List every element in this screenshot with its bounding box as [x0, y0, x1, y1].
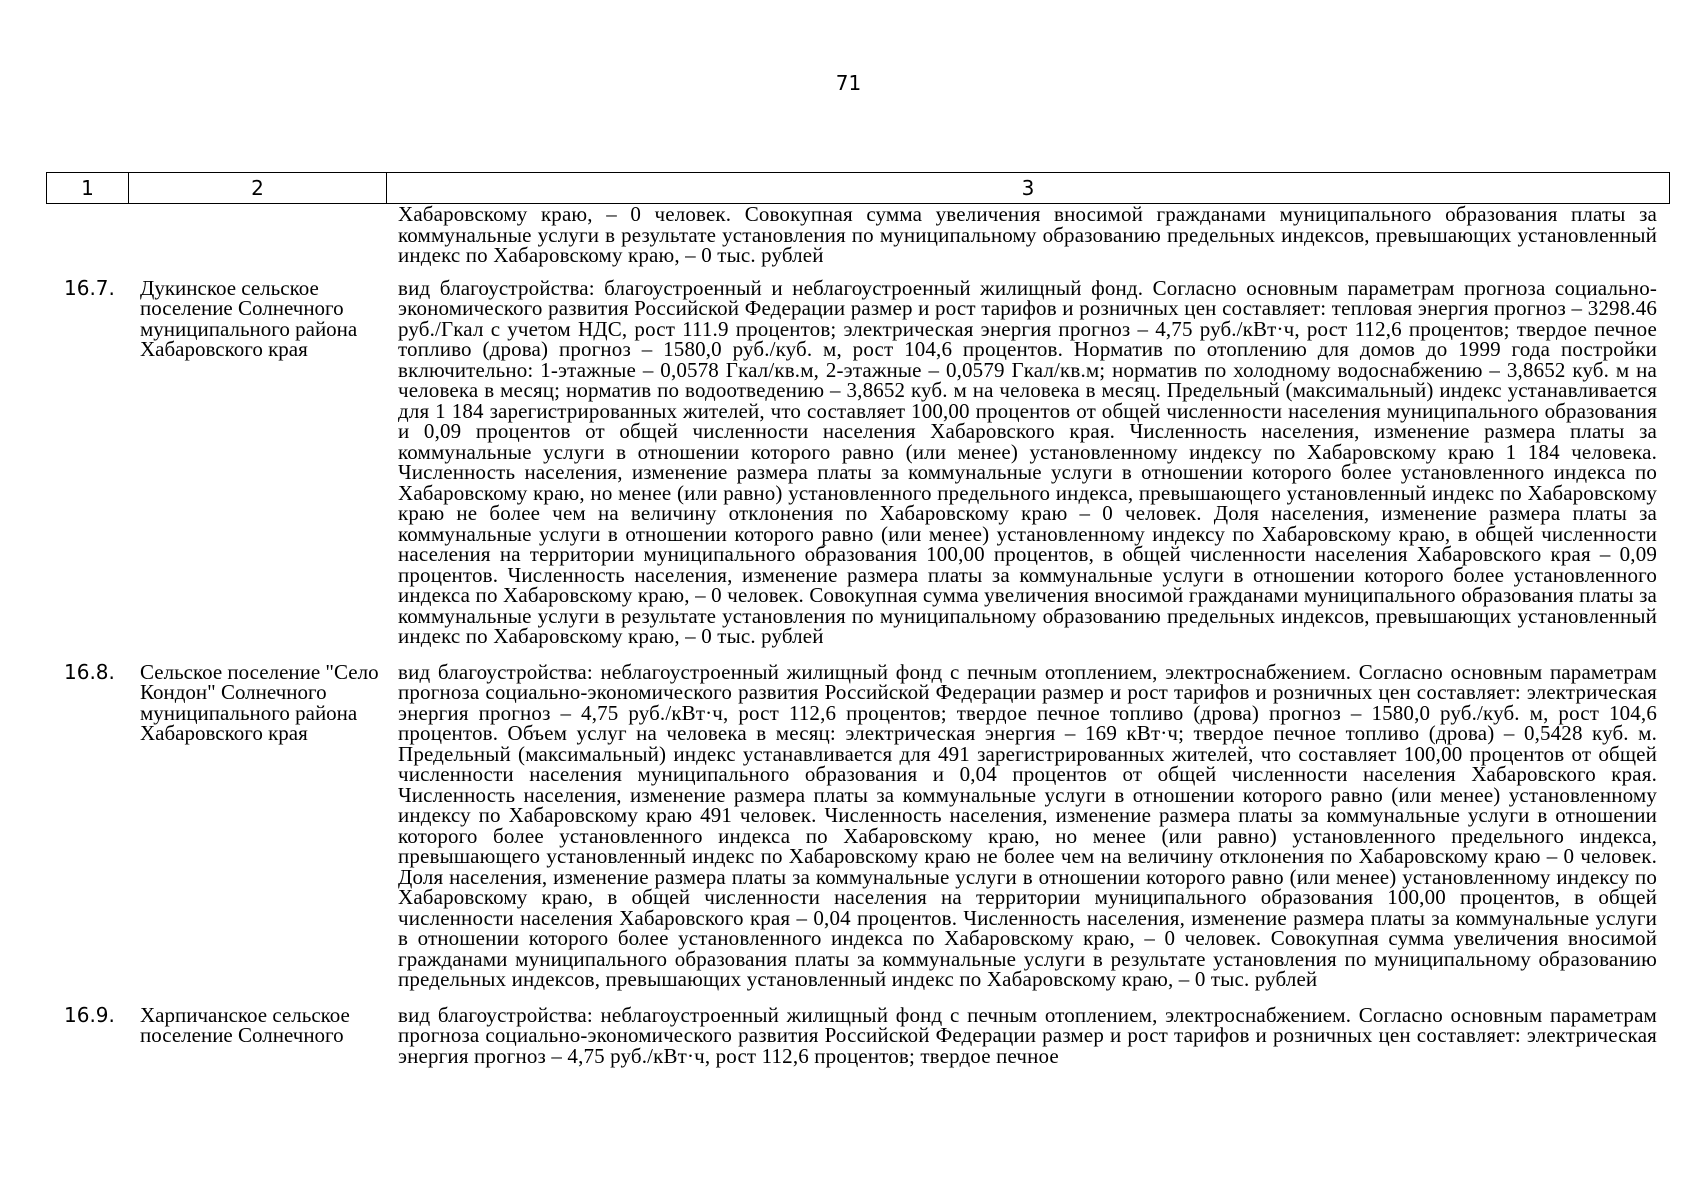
table-row	[46, 275, 1669, 648]
row-number: 16.8.	[64, 659, 115, 684]
table-header-row	[47, 173, 1670, 204]
row-description: вид благоустройства: неблагоустроенный жилищный фонд с печным отоплением, электроснабжением. Согласно основным параметрам прогноза социально-экономического развития Российской Федерации размер и рост тарифов и розничных цен составляет: электрическая энергия прогноз – 4,75 руб./кВт·ч, рост 112,6 процентов; твердое печное	[398, 1002, 1657, 1068]
table-body	[46, 204, 1669, 1066]
table-row	[46, 1002, 1669, 1068]
row-description: вид благоустройства: благоустроенный и неблагоустроенный жилищный фонд. Согласно основным параметрам прогноза социально-экономического развития Российской Федерации размер и рост тарифов и розничных цен составляет: тепловая энергия прогноз – 3298.46 руб./Гкал с учетом НДС, рост 111.9 процентов; электрическая энергия прогноз – 4,75 руб./кВт·ч, рост 112,6 процентов; твердое печное топливо (дрова) прогноз – 1580,0 руб./куб. м, рост 104,6 процентов. Норматив по отоплению для домов до 1999 года постройки включительно: 1-этажные – 0,0578 Гкал/кв.м, 2-этажные – 0,0579 Гкал/кв.м; норматив по холодному водоснабжению – 3,8652 куб. м на человека в месяц; норматив по водоотведению – 3,8652 куб. м на человека в месяц. Предельный (максимальный) индекс устанавливается для 1 184 зарегистрированных жителей, что составляет 100,00 процентов от общей численности населения муниципального образования и 0,09 процентов от общей численности населения Хабаровского края. Численность населения, изменение размера платы за коммунальные услуги в отношении которого равно (или менее) установленному индексу по Хабаровскому краю 1 184 человека. Численность населения, изменение размера платы за коммунальные услуги в отношении которого более установленного индекса по Хабаровскому краю, но менее (или равно) установленного предельного индекса, превышающего установленный индекс по Хабаровскому краю не более чем на величину отклонения по Хабаровскому краю – 0 человек. Доля населения, изменение размера платы за коммунальные услуги в отношении которого равно (или менее) установленному индексу по Хабаровскому краю, в общей численности населения на территории муниципального образования 100,00 процентов, в общей численности населения Хабаровского края – 0,09 процентов. Численность населения, изменение размера платы за коммунальные услуги в отношении которого более установленного индекса по Хабаровскому краю, – 0 человек. Совокупная сумма увеличения вносимой гражданами муниципального образования платы за коммунальные услуги в результате установления по муниципальному образованию предельных индексов, превышающих установленный индекс по Хабаровскому краю, – 0 тыс. рублей	[398, 275, 1657, 648]
settlement-name: Дукинское сельское поселение Солнечного муниципального района Хабаровского края	[140, 275, 358, 361]
header-col-2: 2	[129, 173, 387, 204]
settlement-name: Харпичанское сельское поселение Солнечного	[140, 1002, 350, 1047]
row-number: 16.9.	[64, 1002, 115, 1027]
table-row	[46, 204, 1669, 266]
header-col-1: 1	[47, 173, 129, 204]
table-header	[46, 172, 1670, 204]
table-row	[46, 659, 1669, 991]
header-col-3: 3	[387, 173, 1670, 204]
settlement-name: Сельское поселение "Село Кондон" Солнечного муниципального района Хабаровского края	[140, 659, 379, 745]
row-number: 16.7.	[64, 275, 115, 300]
row-description: вид благоустройства: неблагоустроенный жилищный фонд с печным отоплением, электроснабжением. Согласно основным параметрам прогноза социально-экономического развития Российской Федерации размер и рост тарифов и розничных цен составляет: электрическая энергия прогноз – 4,75 руб./кВт·ч, рост 112,6 процентов; твердое печное топливо (дрова) прогноз – 1580,0 руб./куб. м, рост 104,6 процентов. Объем услуг на человека в месяц: электрическая энергия – 169 кВт·ч; твердое печное топливо (дрова) – 0,5428 куб. м. Предельный (максимальный) индекс устанавливается для 491 зарегистрированных жителей, что составляет 100,00 процентов от общей численности населения муниципального образования и 0,04 процентов от общей численности населения Хабаровского края. Численность населения, изменение размера платы за коммунальные услуги в отношении которого равно (или менее) установленному индексу по Хабаровскому краю 491 человек. Численность населения, изменение размера платы за коммунальные услуги в отношении которого более установленного индекса по Хабаровскому краю, но менее (или равно) установленного предельного индекса, превышающего установленный индекс по Хабаровскому краю не более чем на величину отклонения по Хабаровскому краю – 0 человек. Доля населения, изменение размера платы за коммунальные услуги в отношении которого равно (или менее) установленному индексу по Хабаровскому краю, в общей численности населения на территории муниципального образования 100,00 процентов, в общей численности населения Хабаровского края – 0,04 процентов. Численность населения, изменение размера платы за коммунальные услуги в отношении которого более установленного индекса по Хабаровскому краю, – 0 человек. Совокупная сумма увеличения вносимой гражданами муниципального образования платы за коммунальные услуги в результате установления по муниципальному образованию предельных индексов, превышающих установленный индекс по Хабаровскому краю, – 0 тыс. рублей	[398, 659, 1657, 991]
row-description: Хабаровскому краю, – 0 человек. Совокупная сумма увеличения вносимой гражданами муниципального образования платы за коммунальные услуги в результате установления по муниципальному образованию предельных индексов, превышающих установленный индекс по Хабаровскому краю, – 0 тыс. рублей	[398, 202, 1657, 267]
page-number: 71	[835, 71, 862, 95]
